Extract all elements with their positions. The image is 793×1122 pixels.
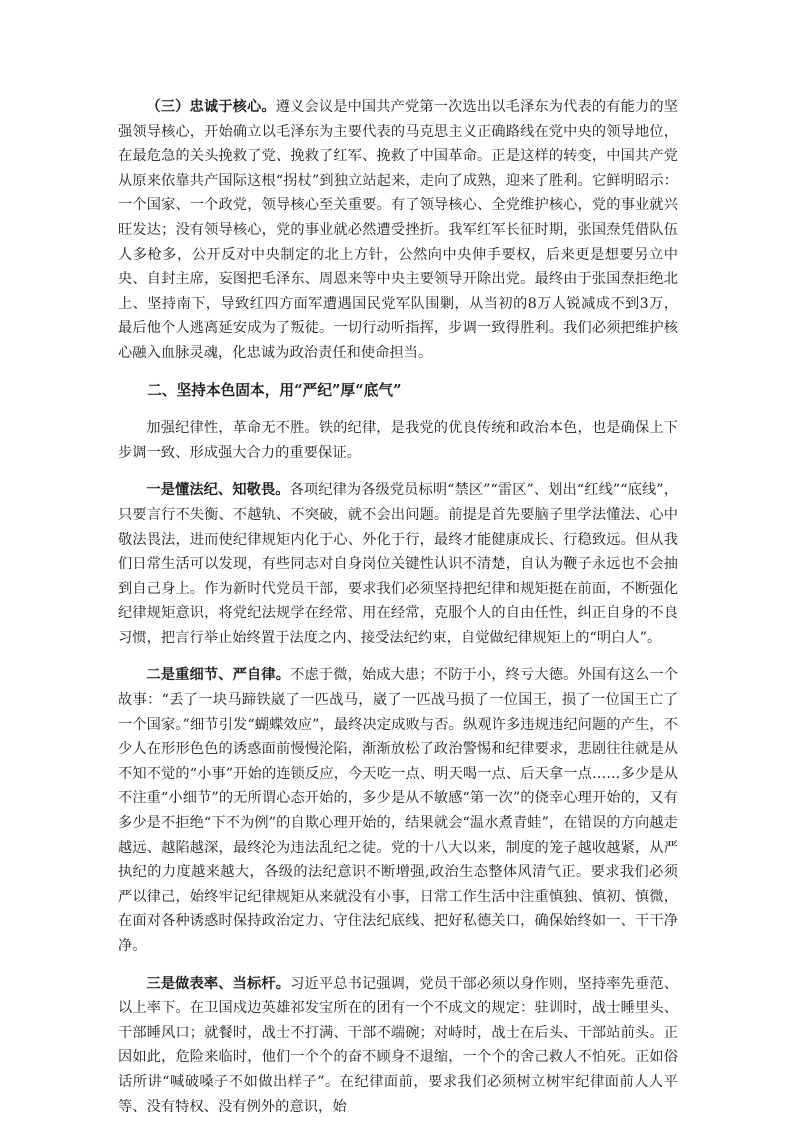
paragraph-body: 习近平总书记强调，党员干部必须以身作则，坚持率先垂范、以上率下。在卫国戍边英雄祁发宝所在的团有一个不成文的规定：驻训时，战士睡里头、干部睡风口；就餐时，战士不打满、干部不端碗；对峙时，战士在后头、干部站前头。正因如此，危险来临时，他们一个个的奋不顾身不退缩，一个个的舍己救人不怕死。正如俗话所讲“喊破嗓子不如做出样子”。在纪律面前，要求我们必须树立树牢纪律面前人人平等、没有特权、没有例外的意识，始 bbox=[118, 975, 678, 1115]
document-page bbox=[118, 95, 678, 1119]
paragraph-loyalty-to-core bbox=[118, 95, 678, 366]
paragraph-body: 各项纪律为各级党员标明“禁区”“雷区”、划出“红线”“底线”，只要言行不失衡、不越轨、不突破，就不会出问题。前提是首先要脑子里学法懂法、心中敬法畏法，进而使纪律规矩内化于心、外化于行，最终才能健康成长、行稳致远。但从我们日常生活可以发现，有些同志对自身岗位关键性认识不清楚，自认为鞭子永远也不会抽到自己身上。作为新时代党员干部，要求我们必须坚持把纪律和规矩挺在前面，不断强化纪律规矩意识，将党纪法规学在经常、用在经常，克服个人的自由任性，纠正自身的不良习惯，把言行举止始终置于法度之内、接受法纪约束，自觉做纪律规矩上的“明白人”。 bbox=[118, 482, 678, 646]
paragraph-lead: 二是重细节、严自律。 bbox=[146, 667, 291, 684]
paragraph-body: 不虑于微，始成大患；不防于小，终亏大德。外国有这么一个故事：“丢了一块马蹄铁崴了一匹战马，崴了一匹战马损了一位国王，损了一位国王亡了一个国家。”细节引发“蝴蝶效应”，最终决定成败与否。纵观许多违规违纪问题的产生，不少人在形形色色的诱惑面前慢慢沦陷，渐渐放松了政治警惕和纪律要求，悲剧往往就是从不知不觉的“小事”开始的连锁反应，今天吃一点、明天喝一点、后天拿一点……多少是从不注重“小细节”的无所谓心态开始的，多少是从不敏感“第一次”的侥幸心理开始的，又有多少是不拒绝“下不为例”的自欺心理开始的，结果就会“温水煮青蛙”，在错误的方向越走越远、越陷越深，最终沦为违法乱纪之徒。党的十八大以来，制度的笼子越收越紧，从严执纪的力度越来越大，各级的法纪意识不断增强,政治生态整体风清气正。要求我们必须严以律己，始终牢记纪律规矩从来就没有小事，日常工作生活中注重慎独、慎初、慎微，在面对各种诱惑时保持政治定力、守住法纪底线、把好私德关口，确保始终如一、干干净净。 bbox=[118, 667, 678, 954]
section-intro: 加强纪律性，革命无不胜。铁的纪律，是我党的优良传统和政治本色，也是确保上下步调一致、形成强大合力的重要保证。 bbox=[118, 420, 678, 461]
section-heading: 二、坚持本色固本，用“严纪”厚“底气” bbox=[147, 381, 402, 399]
paragraph-item-2 bbox=[118, 663, 678, 958]
paragraph-item-1 bbox=[118, 478, 678, 650]
paragraph-lead: 一是懂法纪、知敬畏。 bbox=[146, 482, 290, 499]
paragraph-lead: 三是做表率、当标杆。 bbox=[146, 975, 291, 992]
paragraph-body: 遵义会议是中国共产党第一次选出以毛泽东为代表的有能力的坚强领导核心，开始确立以毛泽东为主要代表的马克思主义正确路线在党中央的领导地位，在最危急的关头挽救了党、挽救了红军、挽救了中国革命。正是这样的转变，中国共产党从原来依靠共产国际这根“拐杖”到独立站起来，走向了成熟，迎来了胜利。它鲜明昭示：一个国家、一个政党，领导核心至关重要。有了领导核心、全党维护核心，党的事业就兴旺发达；没有领导核心，党的事业就必然遭受挫折。我军红军长征时期，张国焘凭借队伍人多枪多，公开反对中央制定的北上方针，公然向中央伸手要权，后来更是想要另立中央、自封主席，妄图把毛泽东、周恩来等中央主要领导开除出党。最终由于张国焘拒绝北上、坚持南下，导致红四方面军遭遇国民党军队围剿，从当初的8万人锐减成不到3万，最后他个人逃离延安成为了叛徒。一切行动听指挥，步调一致得胜利。我们必须把维护核心融入血脉灵魂，化忠诚为政治责任和使命担当。 bbox=[118, 99, 678, 361]
paragraph-lead: （三）忠诚于核心。 bbox=[146, 99, 276, 115]
paragraph-item-3 bbox=[118, 972, 678, 1120]
